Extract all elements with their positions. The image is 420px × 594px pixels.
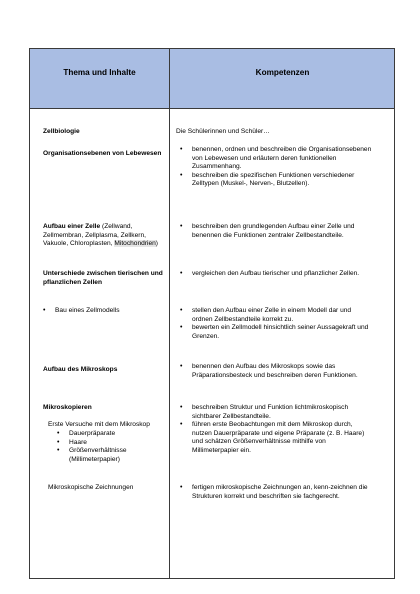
competence-group-2 bbox=[172, 223, 372, 240]
topic-zellmodell-list bbox=[35, 307, 165, 316]
competence-item: • beschreiben Struktur und Funktion lichtmikroskopisch sichtbarer Zellbestandteile. bbox=[172, 404, 372, 421]
competences-column bbox=[170, 48, 395, 579]
topic-zellmodell: • Bau eines Zellmodells bbox=[35, 307, 165, 316]
topic-organisationsebenen: Organisationsebenen von Lebewesen bbox=[43, 150, 162, 157]
competence-item: • führen erste Beobachtungen mit dem Mikroskop durch, nutzen Dauerpräparate und eigene Präparate (z. B. Haare) und schätzen Größenverhältnisse mithilfe von Millimeterpapier ein. bbox=[172, 421, 372, 455]
topic-versuche-list bbox=[49, 430, 159, 464]
topic-aufbau-zelle bbox=[43, 223, 165, 249]
competence-group-5 bbox=[172, 363, 372, 380]
competence-item: • beschreiben die spezifischen Funktionen verschiedener Zelltypen (Muskel-, Nerven-, Blutzellen). bbox=[172, 172, 372, 189]
topic-unterschiede: Unterschiede zwischen tierischen und pflanzlichen Zellen bbox=[43, 270, 163, 286]
topic-aufbau-zelle-close: ) bbox=[155, 240, 158, 248]
competence-item: • bewerten ein Zellmodell hinsichtlich seiner Aussagekraft und Grenzen. bbox=[172, 324, 372, 341]
competences-intro: Die Schülerinnen und Schüler… bbox=[176, 128, 270, 135]
topic-zeichnungen: Mikroskopische Zeichnungen bbox=[48, 484, 134, 491]
header-competences: Kompetenzen bbox=[255, 68, 310, 77]
competence-group-6 bbox=[172, 404, 372, 456]
topic-sub-item: • Größenverhältnisse (Millimeterpapier) bbox=[49, 447, 159, 464]
topic-aufbau-zelle-details: (Zellwand, Zellmembran, Zellplasma, Zellkern, Vakuole, Chloroplasten, bbox=[43, 223, 146, 248]
header-topics: Thema und Inhalte bbox=[63, 68, 136, 77]
topic-mikroskopieren: Mikroskopieren bbox=[43, 404, 92, 411]
topic-versuche: Erste Versuche mit dem Mikroskop bbox=[48, 421, 150, 428]
competence-item: • stellen den Aufbau einer Zelle in einem Modell dar und ordnen Zellbestandteile korrekt zu. bbox=[172, 307, 372, 324]
competence-item: • benennen, ordnen und beschreiben die Organisationsebenen von Lebewesen und erläutern deren funktionellen Zusammenhang. bbox=[172, 146, 372, 172]
competence-table bbox=[29, 48, 395, 579]
competence-item: • vergleichen den Aufbau tierischer und pflanzlicher Zellen. bbox=[172, 270, 372, 279]
topic-mitochondrien: Mitochondrien bbox=[114, 240, 156, 248]
competence-item: • beschreiben den grundlegenden Aufbau einer Zelle und benennen die Funktionen zentraler Zellbestandteile. bbox=[172, 223, 372, 240]
competence-group-4 bbox=[172, 307, 372, 341]
topic-sub-item: • Haare bbox=[49, 439, 159, 448]
topic-mikroskop: Aufbau des Mikroskops bbox=[43, 366, 118, 373]
competence-item: • fertigen mikroskopische Zeichnungen an, kenn-zeichnen die Strukturen korrekt und beschriften sie fachgerecht. bbox=[172, 484, 372, 501]
topic-zellbiologie: Zellbiologie bbox=[43, 128, 80, 135]
topic-sub-item: • Dauerpräparate bbox=[49, 430, 159, 439]
competence-group-1 bbox=[172, 146, 372, 189]
competence-group-3 bbox=[172, 270, 372, 279]
competence-group-7 bbox=[172, 484, 372, 501]
competence-item: • benennen den Aufbau des Mikroskops sowie das Präparationsbesteck und beschreiben deren Funktionen. bbox=[172, 363, 372, 380]
table-border-left bbox=[29, 48, 30, 579]
topic-aufbau-zelle-title: Aufbau einer Zelle bbox=[43, 223, 101, 230]
